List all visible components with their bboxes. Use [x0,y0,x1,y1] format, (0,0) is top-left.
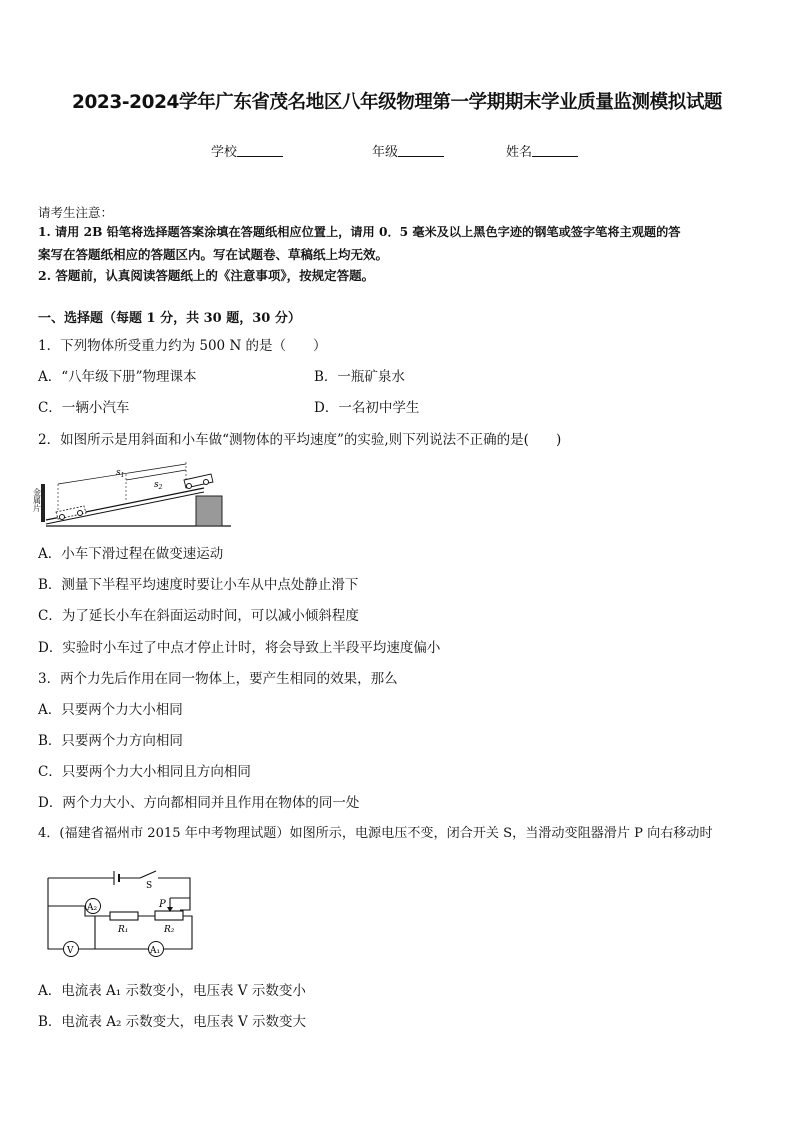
question-2-option-c: C．为了延长小车在斜面运动时间，可以减小倾斜程度 [38,608,359,624]
incline-bottom [46,492,204,524]
question-2-stem: 2．如图所示是用斜面和小车做“测物体的平均速度”的实验,则下列说法不正确的是( ) [38,432,562,448]
s1-label: $s_1$ [116,468,125,479]
notice-heading: 请考生注意： [38,205,114,220]
question-1-option-b: B．一瓶矿泉水 [314,369,405,385]
school-label: 学校 [211,145,238,160]
question-2-option-a: A．小车下滑过程在做变速运动 [38,546,224,562]
question-1-option-c: C．一辆小汽车 [38,400,130,416]
name-blank [532,144,578,157]
r1-resistor [110,912,138,920]
switch-label: S [146,881,153,891]
name-label: 姓名 [506,145,533,160]
grade-field [372,141,444,160]
question-1-option-d: D．一名初中学生 [314,400,420,416]
question-4-option-b: B．电流表 A₂ 示数变大，电压表 V 示数变大 [38,1014,306,1030]
question-1-stem: 1．下列物体所受重力约为 500 N 的是（ ） [38,338,327,354]
question-3-option-d: D．两个力大小、方向都相同并且作用在物体的同一处 [38,795,360,811]
grade-blank [398,144,444,157]
circuit-figure [40,866,200,958]
question-1-option-a: A．“八年级下册”物理课本 [38,369,197,385]
wire-left [48,878,63,949]
metal-plate [41,484,45,522]
question-3-option-b: B．只要两个力方向相同 [38,733,183,749]
grade-label: 年级 [372,145,399,160]
r2-label: R₂ [164,925,175,935]
notice-item-1-line-2: 案写在答题纸相应的答题区内。写在试题卷、草稿纸上均无效。 [38,247,389,262]
metal-plate-label [33,487,42,513]
p-label: P [159,899,166,910]
question-3-option-c: C．只要两个力大小相同且方向相同 [38,764,251,780]
switch-blade [140,871,156,878]
s2-arrow [126,470,186,480]
s2-label: $s_2$ [154,480,163,491]
question-2-option-d: D．实验时小车过了中点才停止计时，将会导致上半段平均速度偏小 [38,640,441,656]
school-blank [237,144,283,157]
question-4-stem: 4．(福建省福州市 2015 年中考物理试题）如图所示，电源电压不变，闭合开关 S，当滑动变阻器滑片 P 向右移动时 [38,826,713,841]
metal-plate-text: 金属片 [32,488,42,512]
cart-top [184,474,213,489]
section-heading: 一、选择题（每题 1 分，共 30 题，30 分） [38,311,301,326]
page-title: 2023-2024学年广东省茂名地区八年级物理第一学期期末学业质量监测模拟试题 [71,92,723,113]
question-3-stem: 3．两个力先后作用在同一物体上，要产生相同的效果，那么 [38,671,398,687]
v-label: V [67,946,74,956]
incline-figure [32,458,236,530]
question-3-option-a: A．只要两个力大小相同 [38,702,183,718]
r1-label: R₁ [118,925,129,935]
r2-rheostat [155,911,183,920]
a1-label: A₁ [150,946,161,956]
support-block [196,496,222,526]
question-2-option-b: B．测量下半程平均速度时要让小车从中点处静止滑下 [38,577,359,593]
notice-item-1-line-1: 1. 请用 2B 铅笔将选择题答案涂填在答题纸相应位置上，请用 0．5 毫米及以上黑色字迹的钢笔或签字笔将主观题的答 [38,225,681,239]
cart-bottom [56,506,86,520]
a2-label: A₂ [87,903,98,913]
notice-item-2: 2. 答题前，认真阅读答题纸上的《注意事项》，按规定答题。 [38,268,375,283]
question-4-option-a: A．电流表 A₁ 示数变小，电压表 V 示数变小 [38,983,306,999]
name-field [506,141,578,160]
school-field [211,141,283,160]
